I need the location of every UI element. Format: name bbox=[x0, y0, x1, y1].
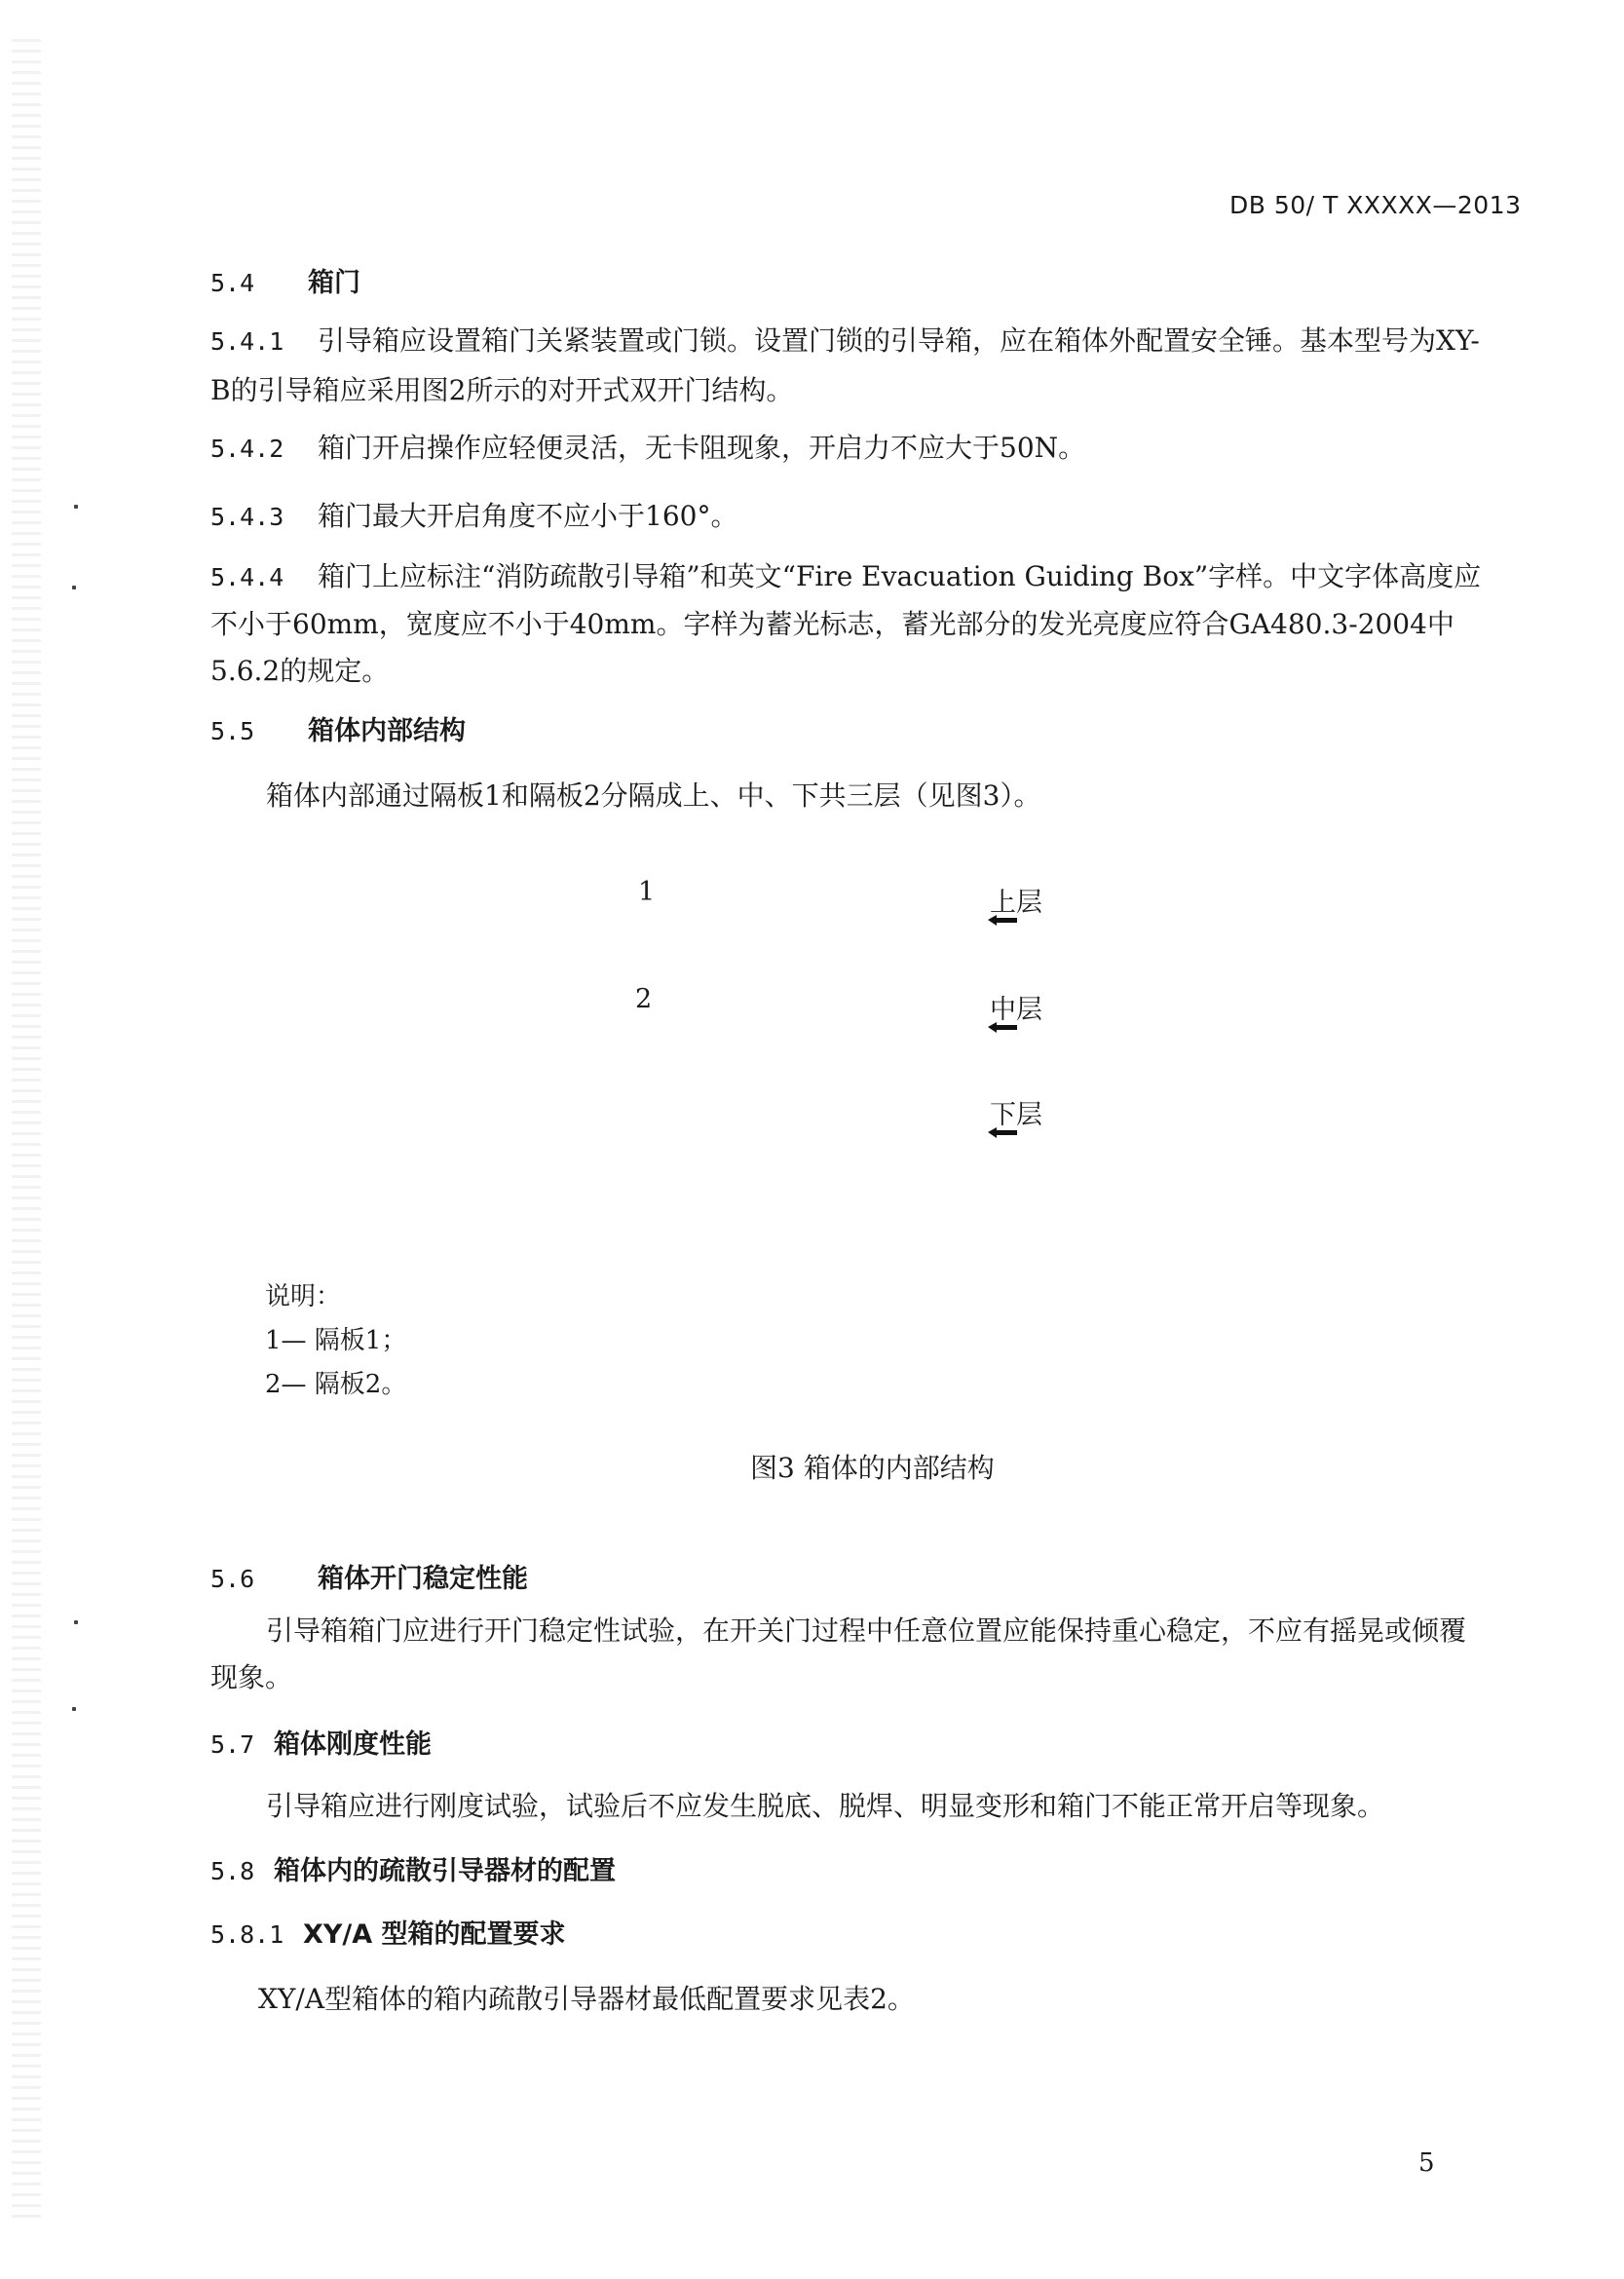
section-5-7-heading bbox=[210, 1723, 432, 1761]
section-5-8-1-text: XY/A型箱体的箱内疏散引导器材最低配置要求见表2。 bbox=[258, 1983, 915, 2015]
section-5-4-heading bbox=[210, 261, 360, 299]
arrow-middle-icon bbox=[996, 1025, 1017, 1030]
section-5-6-text: 引导箱箱门应进行开门稳定性试验，在开关门过程中任意位置应能保持重心稳定，不应有摇晃或倾覆现象。 bbox=[210, 1614, 1467, 1693]
layer-lower-label: 下层 bbox=[990, 1100, 1042, 1130]
section-5-5-heading bbox=[210, 709, 466, 747]
clause-number: 5.4.2 bbox=[210, 435, 284, 463]
section-number: 5.8.1 bbox=[210, 1920, 284, 1949]
scan-mark bbox=[74, 505, 78, 509]
page-number: 5 bbox=[1418, 2148, 1435, 2178]
clause-text: 箱门上应标注“消防疏散引导箱”和英文“Fire Evacuation Guiding Box”字样。中文字体高度应不小于60mm，宽度应不小于40mm。字样为蓄光标志，蓄光部分的发光亮度应符合GA480.3-2004中5.6.2的规定。 bbox=[210, 560, 1482, 687]
figure-label-1: 1 bbox=[638, 877, 656, 907]
figure-legend-item-1: 1— 隔板1； bbox=[265, 1326, 407, 1355]
section-title: 箱体内部结构 bbox=[308, 716, 466, 746]
layer-middle-label: 中层 bbox=[990, 995, 1042, 1025]
clause-text: 箱门最大开启角度不应小于160°。 bbox=[318, 500, 738, 532]
arrow-upper-icon bbox=[996, 918, 1017, 923]
section-5-6-heading bbox=[210, 1557, 528, 1595]
clause-number: 5.4.1 bbox=[210, 327, 284, 356]
clause-number: 5.4.3 bbox=[210, 503, 284, 531]
layer-upper-label: 上层 bbox=[990, 888, 1042, 918]
clause-5-4-3 bbox=[210, 492, 1492, 542]
clause-5-4-1 bbox=[210, 317, 1492, 415]
section-title: 箱体开门稳定性能 bbox=[318, 1564, 528, 1594]
arrow-lower-icon bbox=[996, 1130, 1017, 1135]
scan-mark bbox=[72, 586, 76, 589]
clause-text: 箱门开启操作应轻便灵活，无卡阻现象，开启力不应大于50N。 bbox=[318, 432, 1086, 464]
scan-mark bbox=[74, 1620, 78, 1624]
clause-text: 引导箱应设置箱门关紧装置或门锁。设置门锁的引导箱，应在箱体外配置安全锤。基本型号为XY-B的引导箱应采用图2所示的对开式双开门结构。 bbox=[210, 324, 1480, 406]
clause-5-4-2 bbox=[210, 424, 1492, 474]
section-title: 箱体内的疏散引导器材的配置 bbox=[274, 1856, 616, 1886]
section-number: 5.4 bbox=[210, 269, 255, 297]
section-number: 5.8 bbox=[210, 1857, 255, 1885]
scan-mark bbox=[72, 1707, 76, 1711]
section-title: 箱体刚度性能 bbox=[274, 1729, 432, 1760]
doc-code-header: DB 50/ T XXXXX—2013 bbox=[1229, 191, 1522, 219]
section-title: 箱门 bbox=[308, 268, 360, 298]
clause-5-4-4 bbox=[210, 553, 1492, 695]
scan-edge-artifact bbox=[12, 39, 41, 2222]
section-title: XY/A 型箱的配置要求 bbox=[303, 1919, 566, 1950]
section-5-8-heading bbox=[210, 1849, 616, 1887]
figure-legend-item-2: 2— 隔板2。 bbox=[265, 1370, 407, 1399]
section-number: 5.7 bbox=[210, 1730, 255, 1759]
figure-caption: 图3 箱体的内部结构 bbox=[750, 1452, 995, 1484]
figure-legend-title: 说明： bbox=[265, 1282, 342, 1311]
section-number: 5.5 bbox=[210, 717, 255, 745]
clause-number: 5.4.4 bbox=[210, 563, 284, 591]
section-5-5-text: 箱体内部通过隔板1和隔板2分隔成上、中、下共三层（见图3）。 bbox=[266, 779, 1041, 812]
section-5-7-text: 引导箱应进行刚度试验，试验后不应发生脱底、脱焊、明显变形和箱门不能正常开启等现象。 bbox=[266, 1790, 1385, 1822]
figure-label-2: 2 bbox=[635, 984, 653, 1014]
section-number: 5.6 bbox=[210, 1565, 255, 1593]
section-5-8-1-heading bbox=[210, 1913, 566, 1951]
